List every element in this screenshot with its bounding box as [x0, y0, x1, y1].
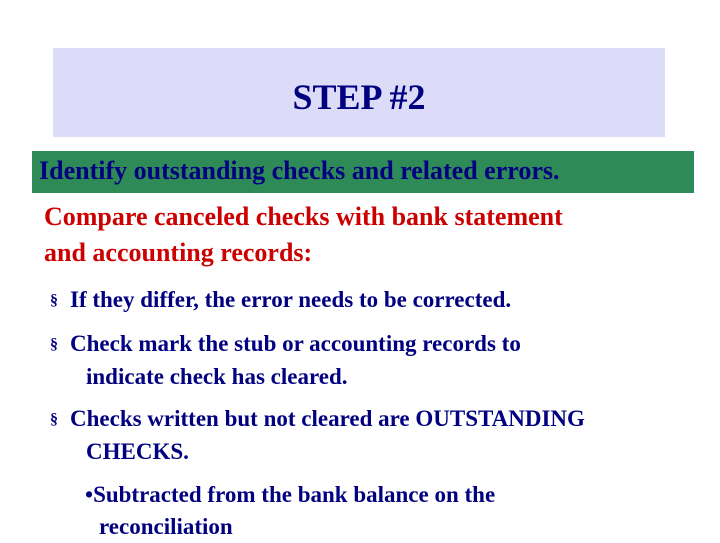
dot-bullet-icon: •	[85, 482, 94, 507]
bullet-item-2	[50, 328, 521, 393]
intro-line-1: Compare canceled checks with bank statement	[44, 202, 563, 231]
slide-title: STEP #2	[292, 76, 426, 117]
bullet-item-3	[50, 403, 585, 468]
slide-subtitle: Identify outstanding checks and related errors.	[39, 156, 560, 185]
section-bullet-icon: §	[50, 336, 58, 353]
intro-text	[44, 199, 704, 271]
title-band	[53, 48, 665, 137]
intro-line-2: and accounting records:	[44, 238, 313, 267]
section-bullet-icon: §	[50, 411, 58, 428]
section-bullet-icon: §	[50, 292, 58, 309]
sub-bullet-text-line-1: Subtracted from the bank balance on the	[93, 482, 496, 507]
sub-bullet-text-line-2: reconciliation	[99, 514, 233, 539]
bullet-2-text-line-2: indicate check has cleared.	[86, 364, 348, 389]
bullet-3-text-line-2: CHECKS.	[86, 439, 189, 464]
sub-bullet-item	[85, 479, 495, 543]
bullet-item-1	[50, 284, 511, 317]
bullet-2-text-line-1: Check mark the stub or accounting records to	[70, 331, 521, 356]
bullet-1-text: If they differ, the error needs to be corrected.	[70, 287, 512, 312]
bullet-3-text-line-1: Checks written but not cleared are OUTSTANDING	[70, 406, 585, 431]
